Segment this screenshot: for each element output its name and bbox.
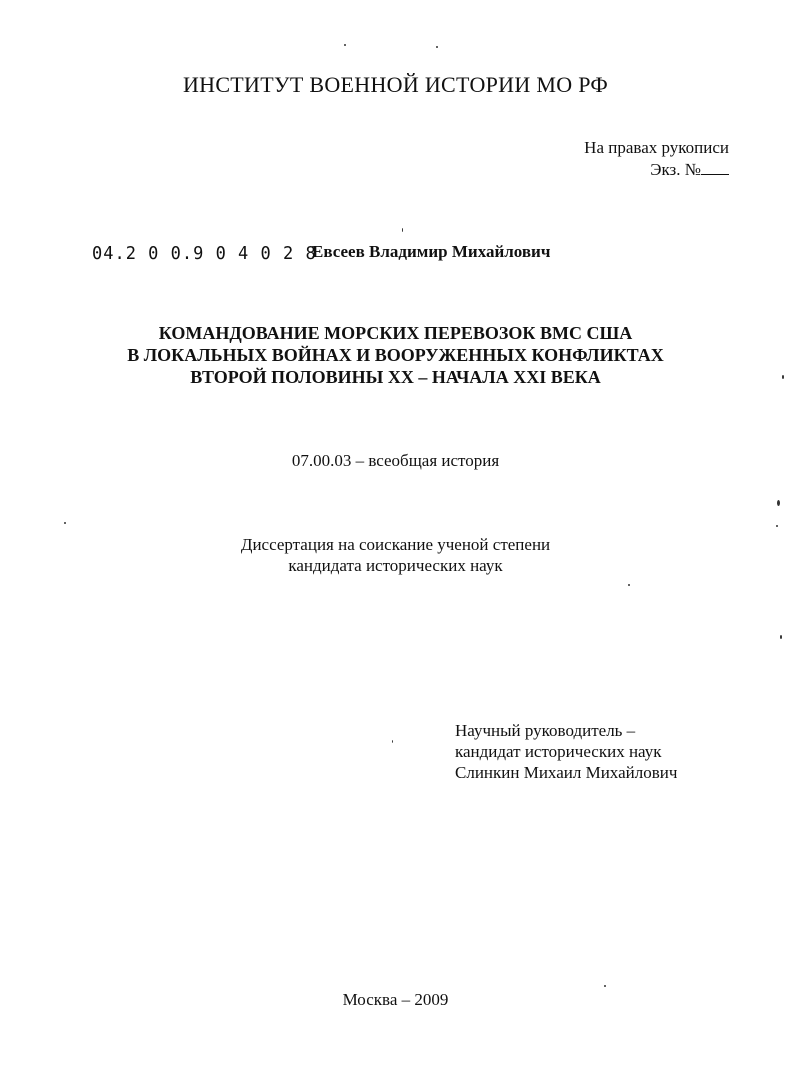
degree-line-2: кандидата исторических наук xyxy=(288,556,503,575)
title-line-3: ВТОРОЙ ПОЛОВИНЫ XX – НАЧАЛА XXI ВЕКА xyxy=(190,367,601,387)
advisor-name: Слинкин Михаил Михайлович xyxy=(455,763,678,782)
scan-speck xyxy=(436,46,438,48)
scan-speck xyxy=(344,44,346,46)
scan-speck xyxy=(780,635,782,639)
scan-speck xyxy=(782,375,784,379)
title-line-2: В ЛОКАЛЬНЫХ ВОЙНАХ И ВООРУЖЕННЫХ КОНФЛИКТАХ xyxy=(127,345,664,365)
scan-speck xyxy=(776,525,778,527)
institute-heading: ИНСТИТУТ ВОЕННОЙ ИСТОРИИ МО РФ xyxy=(182,72,609,97)
title-line-1: КОМАНДОВАНИЕ МОРСКИХ ПЕРЕВОЗОК ВМС США xyxy=(158,323,633,343)
copy-number-line xyxy=(650,160,729,180)
dissertation-title xyxy=(0,322,791,388)
copy-number-label: Экз. № xyxy=(650,160,701,179)
scan-speck xyxy=(392,740,393,743)
registration-stamp: 04.2 0 0.9 0 4 0 2 8 xyxy=(92,243,317,265)
advisor-role: Научный руководитель – xyxy=(455,721,636,740)
degree-line-1: Диссертация на соискание ученой степени xyxy=(240,535,551,554)
scan-speck xyxy=(777,500,780,506)
author-name: Евсеев Владимир Михайлович xyxy=(312,242,551,261)
scan-speck xyxy=(628,584,630,586)
dissertation-degree xyxy=(0,534,791,576)
manuscript-rights-note: На правах рукописи xyxy=(584,138,729,157)
scan-speck xyxy=(402,228,403,232)
scientific-advisor xyxy=(455,720,677,783)
scan-speck xyxy=(604,985,606,987)
city-year: Москва – 2009 xyxy=(342,990,449,1009)
copy-number-blank xyxy=(701,160,729,175)
scan-speck xyxy=(64,522,66,524)
advisor-degree: кандидат исторических наук xyxy=(455,742,662,761)
specialty-code: 07.00.03 – всеобщая история xyxy=(291,451,500,470)
